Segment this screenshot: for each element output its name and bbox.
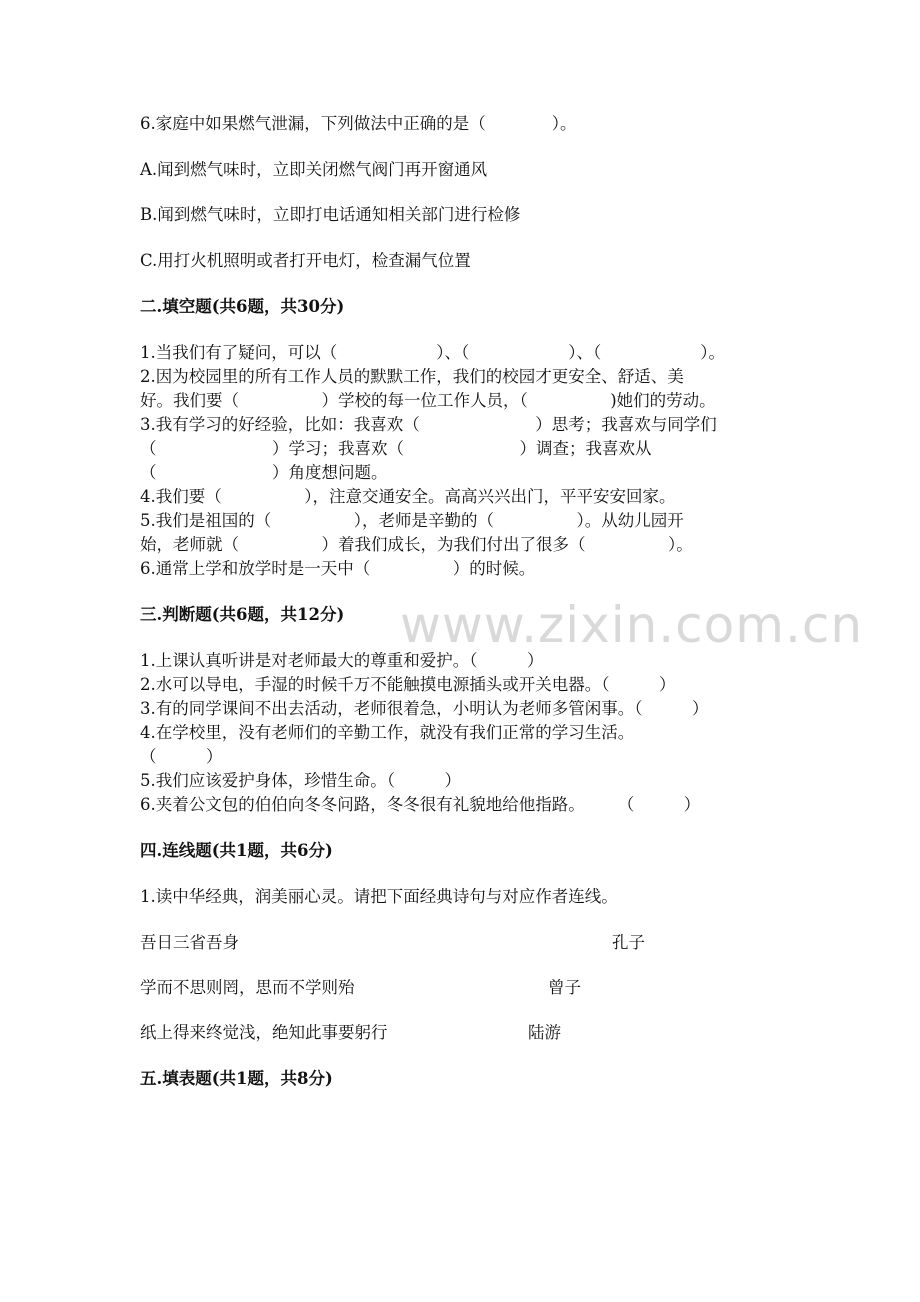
- table-question-heading: 五.填表题(共1题，共8分): [140, 1069, 333, 1088]
- judge-line: （ ）: [140, 747, 223, 766]
- judge-line: 1.上课认真听讲是对老师最大的尊重和爱护。（ ）: [140, 651, 544, 670]
- match-left-item: 学而不思则罔，思而不学则殆: [140, 978, 355, 997]
- fill-line: （ ）学习；我喜欢（ ）调查；我喜欢从: [140, 439, 652, 458]
- fill-heading: 二.填空题(共6题，共30分): [140, 297, 345, 316]
- fill-line: 5.我们是祖国的（ ），老师是辛勤的（ ）。从幼儿园开: [140, 511, 684, 530]
- fill-line: 好。我们要（ ）学校的每一位工作人员，（ )她们的劳动。: [140, 391, 716, 410]
- match-heading: 四.连线题(共1题，共6分): [140, 841, 333, 860]
- judge-heading: 三.判断题(共6题，共12分): [140, 605, 345, 624]
- judge-line: 6.夹着公文包的伯伯向冬冬问路，冬冬很有礼貌地给他指路。 （ ）: [140, 795, 701, 814]
- fill-line: 1.当我们有了疑问，可以（ ）、（ ）、（ ）。: [140, 343, 725, 362]
- fill-line: （ ）角度想问题。: [140, 463, 388, 482]
- q6-option-b: B.闻到燃气味时，立即打电话通知相关部门进行检修: [140, 205, 521, 224]
- fill-line: 6.通常上学和放学时是一天中（ ）的时候。: [140, 559, 536, 578]
- match-right-item: 曾子: [548, 978, 581, 997]
- match-question: 1.读中华经典，润美丽心灵。请把下面经典诗句与对应作者连线。: [140, 887, 618, 906]
- judge-line: 2.水可以导电，手湿的时候千万不能触摸电源插头或开关电器。（ ）: [140, 675, 676, 694]
- judge-line: 5.我们应该爱护身体，珍惜生命。（ ）: [140, 771, 461, 790]
- judge-line: 3.有的同学课间不出去活动，老师很着急，小明认为老师多管闲事。（ ）: [140, 699, 709, 718]
- fill-line: 3.我有学习的好经验，比如：我喜欢（ ）思考；我喜欢与同学们: [140, 415, 717, 434]
- fill-line: 4.我们要（ ），注意交通安全。高高兴兴出门，平平安安回家。: [140, 487, 676, 506]
- q6-option-a: A.闻到燃气味时，立即关闭燃气阀门再开窗通风: [140, 160, 488, 179]
- q6-stem: 6.家庭中如果燃气泄漏，下列做法中正确的是（ ）。: [140, 114, 577, 133]
- fill-line: 2.因为校园里的所有工作人员的默默工作，我们的校园才更安全、舒适、美: [140, 367, 684, 386]
- match-right-item: 陆游: [528, 1023, 561, 1042]
- q6-option-c: C.用打火机照明或者打开电灯，检查漏气位置: [140, 251, 471, 270]
- fill-line: 始，老师就（ ）着我们成长，为我们付出了很多（ ）。: [140, 535, 693, 554]
- watermark: www.zixin.com.cn: [400, 596, 864, 654]
- match-right-item: 孔子: [612, 933, 645, 952]
- judge-line: 4.在学校里，没有老师们的辛勤工作，就没有我们正常的学习生活。: [140, 723, 635, 742]
- match-left-item: 纸上得来终觉浅，绝知此事要躬行: [140, 1023, 388, 1042]
- match-left-item: 吾日三省吾身: [140, 933, 239, 952]
